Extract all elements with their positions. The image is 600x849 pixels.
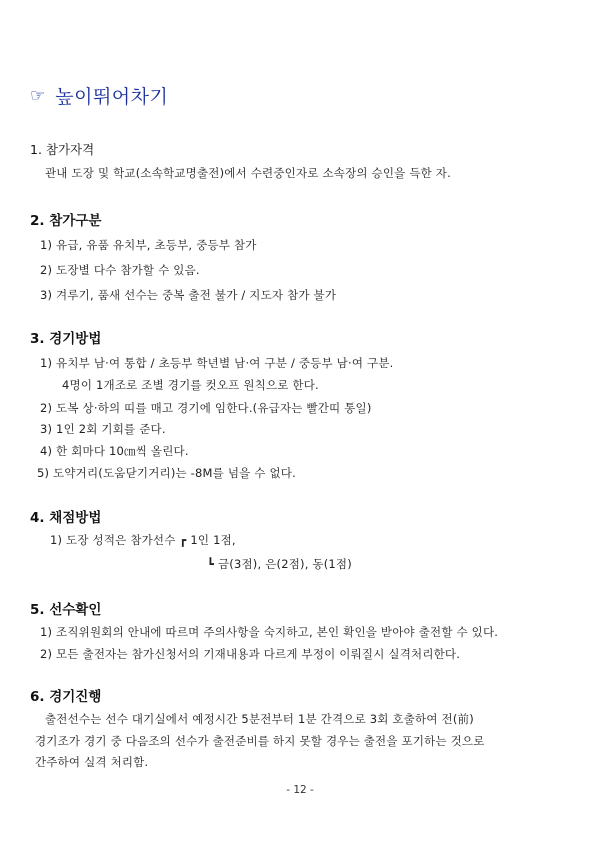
section-line: 관내 도장 및 학교(소속학교명출전)에서 수련중인자로 소속장의 승인을 득한 자. (45, 166, 451, 180)
section-heading-division: 2. 참가구분 (30, 213, 102, 229)
section-heading-eligibility: 1. 참가자격 (30, 142, 95, 157)
section-line: 3) 1인 2회 기회를 준다. (40, 422, 166, 436)
section-line: 2) 도복 상·하의 띠를 매고 경기에 임한다.(유급자는 빨간띠 통일) (40, 401, 372, 415)
section-heading-progress: 6. 경기진행 (30, 689, 102, 705)
section-line: 1) 조직위원회의 안내에 따르며 주의사항을 숙지하고, 본인 확인을 받아야 출전할 수 있다. (40, 625, 499, 639)
pointing-hand-icon: ☞ (30, 85, 46, 106)
section-heading-verification: 5. 선수확인 (30, 602, 102, 618)
section-heading-method: 3. 경기방법 (30, 331, 102, 347)
section-line: 4명이 1개조로 조별 경기를 컷오프 원칙으로 한다. (62, 378, 319, 392)
section-line: 2) 모든 출전자는 참가신청서의 기재내용과 다르게 부정이 이뤄질시 실격처리한다. (40, 647, 461, 661)
section-line: 2) 도장별 다수 참가할 수 있음. (40, 263, 200, 277)
section-line: 3) 겨루기, 품새 선수는 중복 출전 불가 / 지도자 참가 불가 (40, 288, 337, 302)
section-line: ┗ 금(3점), 은(2점), 동(1점) (207, 557, 352, 571)
section-line: 출전선수는 선수 대기실에서 예정시간 5분전부터 1분 간격으로 3회 호출하여 전(前) (45, 712, 474, 726)
section-line: 간주하여 실격 처리함. (35, 755, 149, 769)
section-line: 경기조가 경기 중 다음조의 선수가 출전준비를 하지 못할 경우는 출전을 포기하는 것으로 (35, 734, 485, 748)
page-title (30, 82, 168, 109)
title-text: 높이뛰어차기 (55, 86, 169, 108)
section-heading-scoring: 4. 채점방법 (30, 510, 102, 526)
section-line: 5) 도약거리(도움닫기거리)는 -8M를 넘을 수 없다. (37, 466, 296, 480)
section-line: 1) 유급, 유품 유치부, 초등부, 중등부 참가 (40, 238, 257, 252)
section-line: 4) 한 회마다 10㎝씩 올린다. (40, 444, 189, 458)
page-number: - 12 - (286, 784, 314, 796)
section-line: 1) 도장 성적은 참가선수 ┏ 1인 1점, (50, 533, 236, 547)
section-line: 1) 유치부 남·여 통합 / 초등부 학년별 남·여 구분 / 중등부 남·여 구분. (40, 356, 394, 370)
